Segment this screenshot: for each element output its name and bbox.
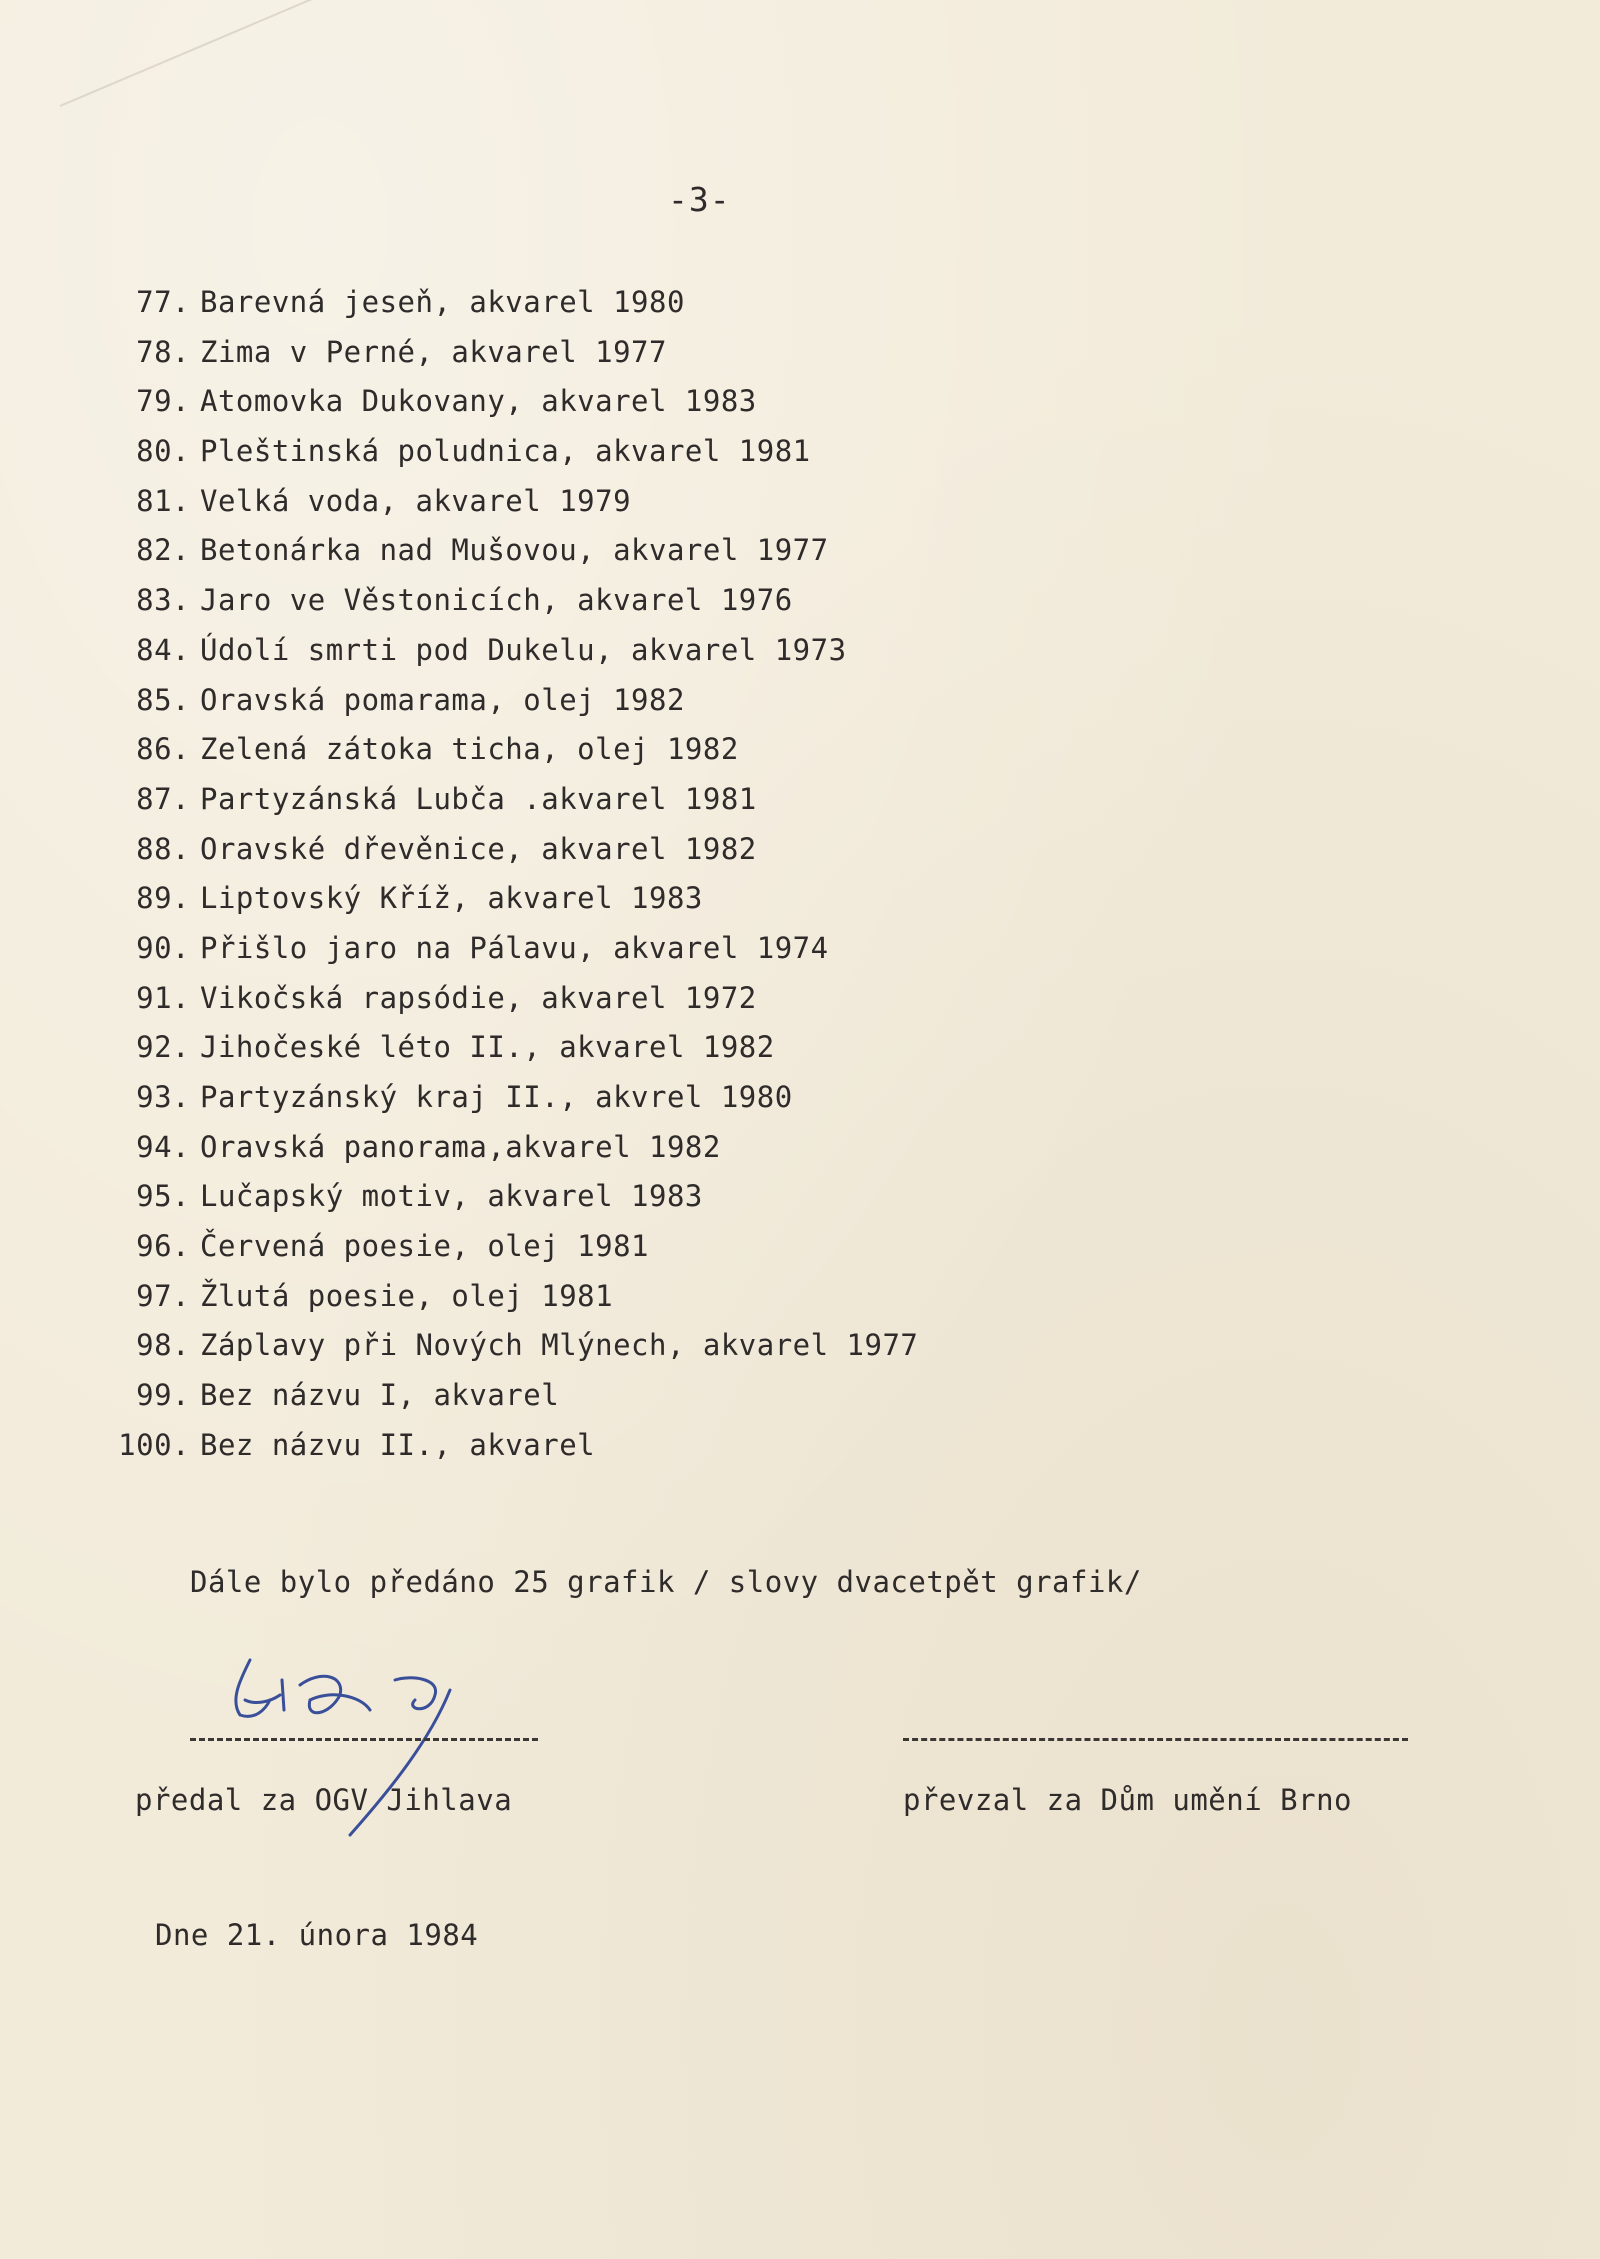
list-item [100, 725, 918, 775]
list-item [100, 1421, 918, 1471]
item-title: Lučapský motiv, akvarel 1983 [200, 1179, 703, 1214]
item-number: 87. [136, 781, 190, 816]
item-number: 82. [136, 533, 190, 568]
item-number: 95. [136, 1179, 190, 1214]
item-title: Partyzánská Lubča .akvarel 1981 [200, 781, 757, 816]
item-title: Oravská pomarama, olej 1982 [200, 682, 685, 717]
item-title: Atomovka Dukovany, akvarel 1983 [200, 384, 757, 419]
item-title: Partyzánský kraj II., akvrel 1980 [200, 1080, 793, 1114]
list-item [100, 328, 918, 378]
item-title: Jaro ve Věstonicích, akvarel 1976 [200, 583, 793, 618]
list-item [100, 477, 918, 527]
list-item [100, 676, 918, 726]
list-item [100, 1123, 918, 1173]
item-title: Oravské dřevěnice, akvarel 1982 [200, 831, 757, 866]
list-item [100, 924, 918, 974]
item-number: 91. [136, 980, 190, 1015]
artwork-list [100, 278, 918, 1471]
item-title: Velká voda, akvarel 1979 [200, 483, 632, 518]
item-number: 83. [136, 583, 190, 618]
item-number: 92. [136, 1030, 190, 1065]
item-number: 89. [136, 881, 190, 916]
item-title: Záplavy při Nových Mlýnech, akvarel 1977 [200, 1328, 919, 1363]
item-number: 99. [136, 1378, 190, 1413]
list-item [100, 576, 918, 626]
list-item [100, 626, 918, 676]
list-item [100, 1321, 918, 1371]
list-item [100, 974, 918, 1024]
received-label: převzal za Dům umění Brno [903, 1783, 1352, 1817]
item-number: 96. [136, 1229, 190, 1264]
item-number: 78. [136, 334, 190, 369]
item-number: 80. [136, 434, 190, 469]
page-number: -3- [668, 180, 731, 219]
list-item [100, 874, 918, 924]
signature-line-right [903, 1738, 1408, 1741]
list-item [100, 825, 918, 875]
item-title: Zima v Perné, akvarel 1977 [200, 334, 667, 369]
list-item [100, 377, 918, 427]
item-number: 98. [136, 1328, 190, 1363]
item-number: 93. [136, 1080, 190, 1114]
item-number: 85. [136, 682, 190, 717]
item-number: 90. [136, 930, 190, 965]
list-item [100, 1172, 918, 1222]
list-item [100, 775, 918, 825]
item-title: Jihočeské léto II., akvarel 1982 [200, 1030, 775, 1065]
item-title: Červená poesie, olej 1981 [200, 1229, 649, 1264]
item-title: Oravská panorama,akvarel 1982 [200, 1129, 721, 1164]
item-number: 97. [136, 1278, 190, 1313]
item-title: Bez názvu I, akvarel [200, 1378, 560, 1413]
item-title: Barevná jeseň, akvarel 1980 [200, 285, 685, 319]
list-item [100, 526, 918, 576]
list-item [100, 1073, 918, 1123]
item-title: Vikočská rapsódie, akvarel 1972 [200, 980, 757, 1015]
item-title: Bez názvu II., akvarel [200, 1427, 596, 1462]
item-title: Žlutá poesie, olej 1981 [200, 1278, 614, 1313]
item-title: Liptovský Kříž, akvarel 1983 [200, 881, 703, 916]
list-item [100, 1272, 918, 1322]
item-title: Údolí smrti pod Dukelu, akvarel 1973 [200, 632, 847, 667]
list-item [100, 1222, 918, 1272]
item-number: 77. [136, 285, 190, 319]
signature-line-left [190, 1738, 538, 1741]
list-item [100, 1023, 918, 1073]
item-number: 84. [136, 632, 190, 667]
item-number: 100. [118, 1427, 190, 1462]
list-item [100, 278, 918, 328]
graphics-note: Dále bylo předáno 25 grafik / slovy dvacetpět grafik/ [190, 1565, 1142, 1599]
item-number: 86. [136, 732, 190, 767]
list-item [100, 1371, 918, 1421]
item-number: 81. [136, 483, 190, 518]
item-number: 94. [136, 1129, 190, 1164]
item-number: 79. [136, 384, 190, 419]
item-title: Betonárka nad Mušovou, akvarel 1977 [200, 533, 829, 568]
list-item [100, 427, 918, 477]
item-title: Přišlo jaro na Pálavu, akvarel 1974 [200, 930, 829, 965]
handed-over-label: předal za OGV Jihlava [135, 1783, 513, 1817]
item-title: Zelená zátoka ticha, olej 1982 [200, 732, 739, 767]
document-date: Dne 21. února 1984 [155, 1918, 479, 1952]
item-number: 88. [136, 831, 190, 866]
item-title: Pleštinská poludnica, akvarel 1981 [200, 434, 811, 469]
